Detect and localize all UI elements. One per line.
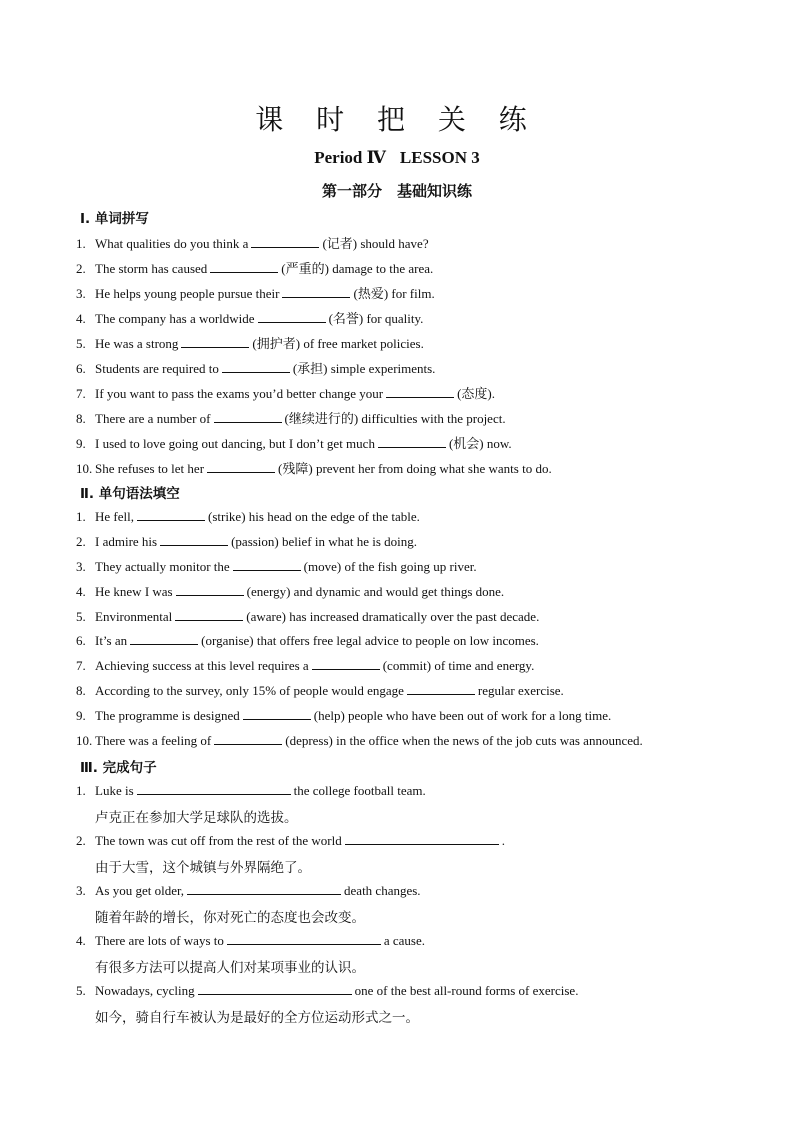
item-number: 6. [76,633,86,648]
item-number: 1. [76,509,86,524]
answer-blank[interactable] [222,360,290,373]
answer-blank[interactable] [312,657,380,670]
item-number: 1. [76,236,86,251]
exercise-item: 4. He knew I was (energy) and dynamic and would get things done. [76,584,505,599]
item-number: 4. [76,933,86,948]
lesson-subtitle [0,148,794,168]
exercise-item: 4. The company has a worldwide (名誉) for quality. [76,311,424,326]
period-label: Period Ⅳ [314,148,386,167]
item-number: 10. [76,733,93,748]
exercise-item: 9. The programme is designed (help) people who have been out of work for a long time. [76,708,612,723]
item-number: 9. [76,708,86,723]
exercise-item: 10. She refuses to let her (残障) prevent her from doing what she wants to do. [76,461,552,476]
section-2-heading: Ⅱ. 单句语法填空 [80,486,180,502]
answer-blank[interactable] [233,558,301,571]
answer-blank[interactable] [181,335,249,348]
answer-blank[interactable] [130,632,198,645]
item-number: 5. [76,609,86,624]
exercise-item: 5. Environmental (aware) has increased dramatically over the past decade. [76,609,540,624]
answer-blank[interactable] [282,285,350,298]
item-number: 3. [76,559,86,574]
item-number: 8. [76,411,86,426]
exercise-item: 6. Students are required to (承担) simple experiments. [76,361,436,376]
item-number: 2. [76,534,86,549]
answer-blank[interactable] [251,235,319,248]
answer-blank[interactable] [214,410,282,423]
exercise-item: 3. He helps young people pursue their (热爱) for film. [76,286,435,301]
page-title: 课 时 把 关 练 [255,103,539,136]
exercise-item: 9. I used to love going out dancing, but I don’t get much (机会) now. [76,436,512,451]
part-heading: 第一部分 基础知识练 [321,182,472,200]
exercise-item: 1. Luke is the college football team. [76,783,426,798]
answer-blank[interactable] [137,782,291,795]
item-number: 3. [76,883,86,898]
exercise-item: 2. I admire his (passion) belief in what he is doing. [76,534,418,549]
item-number: 1. [76,783,86,798]
item-number: 5. [76,983,86,998]
item-number: 6. [76,361,86,376]
exercise-item: 1. What qualities do you think a (记者) should have? [76,236,429,251]
item-number: 8. [76,683,86,698]
answer-blank[interactable] [214,732,282,745]
exercise-item: 8. According to the survey, only 15% of people would engage regular exercise. [76,683,564,698]
answer-blank[interactable] [407,682,475,695]
exercise-item: 7. If you want to pass the exams you’d better change your (态度). [76,386,496,401]
exercise-item: 2. The storm has caused (严重的) damage to the area. [76,261,434,276]
answer-blank[interactable] [345,832,499,845]
exercise-item: 4. There are lots of ways to a cause. [76,933,426,948]
item-number: 10. [76,461,93,476]
exercise-item: 8. There are a number of (继续进行的) difficulties with the project. [76,411,506,426]
exercise-item: 1. He fell, (strike) his head on the edge of the table. [76,509,420,524]
answer-blank[interactable] [258,310,326,323]
exercise-item: 3. They actually monitor the (move) of the fish going up river. [76,559,477,574]
chinese-translation: 随着年龄的增长，你对死亡的态度也会改变。 [95,910,365,926]
chinese-translation: 由于大雪，这个城镇与外界隔绝了。 [95,860,311,876]
exercise-item: 10. There was a feeling of (depress) in the office when the news of the job cuts was announced. [76,733,643,748]
item-number: 9. [76,436,86,451]
answer-blank[interactable] [243,707,311,720]
answer-blank[interactable] [227,932,381,945]
chinese-translation: 如今，骑自行车被认为是最好的全方位运动形式之一。 [95,1010,419,1026]
exercise-item: 2. The town was cut off from the rest of the world . [76,833,505,848]
item-number: 3. [76,286,86,301]
answer-blank[interactable] [176,583,244,596]
section-1-heading: Ⅰ. 单词拼写 [80,211,149,227]
lesson-label: LESSON 3 [399,148,480,167]
answer-blank[interactable] [210,260,278,273]
exercise-item: 3. As you get older, death changes. [76,883,421,898]
exercise-item: 5. Nowadays, cycling one of the best all-round forms of exercise. [76,983,579,998]
answer-blank[interactable] [175,608,243,621]
item-number: 7. [76,658,86,673]
item-number: 2. [76,833,86,848]
exercise-item: 6. It’s an (organise) that offers free legal advice to people on low incomes. [76,633,539,648]
answer-blank[interactable] [198,982,352,995]
answer-blank[interactable] [187,882,341,895]
item-number: 5. [76,336,86,351]
answer-blank[interactable] [378,435,446,448]
answer-blank[interactable] [386,385,454,398]
item-number: 4. [76,311,86,326]
exercise-item: 5. He was a strong (拥护者) of free market policies. [76,336,424,351]
item-number: 7. [76,386,86,401]
answer-blank[interactable] [137,508,205,521]
item-number: 4. [76,584,86,599]
exercise-item: 7. Achieving success at this level requires a (commit) of time and energy. [76,658,535,673]
chinese-translation: 有很多方法可以提高人们对某项事业的认识。 [95,960,365,976]
item-number: 2. [76,261,86,276]
section-3-heading: Ⅲ. 完成句子 [80,760,157,776]
chinese-translation: 卢克正在参加大学足球队的选拔。 [95,810,298,826]
answer-blank[interactable] [207,460,275,473]
answer-blank[interactable] [160,533,228,546]
